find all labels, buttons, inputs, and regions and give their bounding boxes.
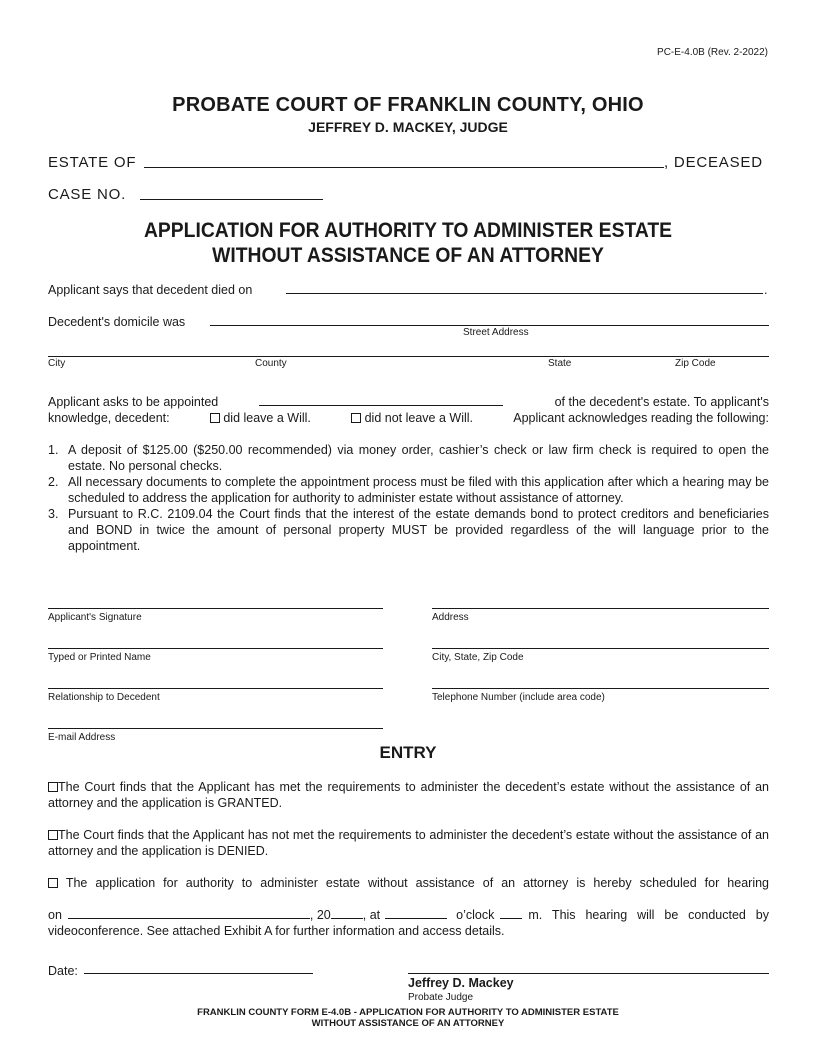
- footer-line1: FRANKLIN COUNTY FORM E-4.0B - APPLICATION FOR AUTHORITY TO ADMINISTER ESTATE: [197, 1007, 619, 1018]
- hearing-at-label: , at: [362, 908, 381, 922]
- requirement-text: Pursuant to R.C. 2109.04 the Court finds that the interest of the estate demands bond to protect creditors and beneficiaries and BOND in twice the amount of personal property MUST be provided regardless of the will language prior to the appointment.: [68, 507, 769, 553]
- requirement-item: [48, 506, 769, 554]
- requirement-number: 2.: [48, 475, 59, 489]
- videoconference-text: videoconference. See attached Exhibit A for further information and access details.: [48, 924, 505, 938]
- will-left-label: did leave a Will.: [223, 411, 311, 425]
- applicant-signature-caption: Applicant's Signature: [48, 612, 142, 623]
- hearing-date-field[interactable]: [68, 907, 310, 919]
- requirement-text: All necessary documents to complete the appointment process must be filed with this application after which a hearing may be scheduled to address the application for authority to administer estate without assistance of attorney.: [68, 475, 769, 505]
- entry-heading: ENTRY: [379, 743, 437, 762]
- hearing-oclock-label: o’clock: [456, 908, 495, 922]
- footer-line2: WITHOUT ASSISTANCE OF AN ATTORNEY: [311, 1018, 505, 1029]
- requirement-number: 1.: [48, 443, 59, 457]
- will-not-left-checkbox[interactable]: [351, 413, 361, 423]
- denied-checkbox[interactable]: [48, 830, 58, 840]
- applicant-signature-field[interactable]: [48, 608, 383, 609]
- hearing-conducted-text: m. This hearing will be conducted by: [528, 908, 769, 922]
- appointed-field[interactable]: [259, 405, 503, 406]
- denied-text: The Court finds that the Applicant has not met the requirements to administer the decedent’s estate without the assistance of an attorney and the application is DENIED.: [48, 828, 769, 858]
- requirement-item: [48, 442, 769, 474]
- hearing-line: [48, 907, 769, 923]
- knowledge-label: knowledge, decedent:: [48, 411, 170, 425]
- died-on-period: .: [764, 283, 768, 297]
- will-left-checkbox[interactable]: [210, 413, 220, 423]
- hearing-on-label: on: [48, 908, 62, 922]
- zip-caption: Zip Code: [675, 358, 716, 369]
- deceased-label: , DECEASED: [664, 154, 763, 171]
- domicile-label: Decedent's domicile was: [48, 315, 186, 329]
- scheduled-text: The application for authority to administer estate without assistance of an attorney is hereby scheduled for hearing: [65, 876, 770, 890]
- entry-denied: [48, 827, 769, 859]
- city-caption: City: [48, 358, 66, 369]
- footer: [0, 1007, 816, 1029]
- hearing-time-field[interactable]: [385, 907, 447, 919]
- date-field[interactable]: [84, 973, 313, 974]
- estate-of-field[interactable]: [144, 167, 664, 168]
- date-label: Date:: [48, 964, 78, 978]
- case-no-field[interactable]: [140, 199, 323, 200]
- telephone-field[interactable]: [432, 688, 769, 689]
- state-caption: State: [548, 358, 572, 369]
- requirement-item: [48, 474, 769, 506]
- judge-name: JEFFREY D. MACKEY, JUDGE: [308, 119, 508, 135]
- city-county-state-zip-field[interactable]: [48, 356, 769, 357]
- requirement-text: A deposit of $125.00 ($250.00 recommended) via money order, cashier’s check or law firm check is required to open the estate. No personal checks.: [68, 443, 769, 473]
- city-state-zip-field[interactable]: [432, 648, 769, 649]
- will-not-left-option[interactable]: [351, 410, 473, 426]
- scheduled-checkbox[interactable]: [48, 878, 58, 888]
- entry-granted: [48, 779, 769, 811]
- requirement-number: 3.: [48, 507, 59, 521]
- acknowledge-text: Applicant acknowledges reading the following:: [513, 411, 769, 425]
- email-caption: E-mail Address: [48, 732, 116, 743]
- will-not-left-label: did not leave a Will.: [364, 411, 473, 425]
- judge-signature-field[interactable]: [408, 973, 769, 974]
- address-field[interactable]: [432, 608, 769, 609]
- hearing-year-prefix: , 20: [309, 908, 331, 922]
- county-caption: County: [255, 358, 287, 369]
- relationship-field[interactable]: [48, 688, 383, 689]
- case-no-label: CASE NO.: [48, 186, 127, 203]
- street-address-caption: Street Address: [463, 327, 529, 338]
- relationship-caption: Relationship to Decedent: [48, 692, 160, 703]
- died-on-label: Applicant says that decedent died on: [48, 283, 253, 297]
- form-title-line2: WITHOUT ASSISTANCE OF AN ATTORNEY: [212, 244, 604, 267]
- address-caption: Address: [432, 612, 469, 623]
- granted-checkbox[interactable]: [48, 782, 58, 792]
- typed-name-caption: Typed or Printed Name: [48, 652, 151, 663]
- court-name: PROBATE COURT OF FRANKLIN COUNTY, OHIO: [172, 94, 644, 116]
- requirements-list: [48, 442, 769, 554]
- typed-name-field[interactable]: [48, 648, 383, 649]
- telephone-caption: Telephone Number (include area code): [432, 692, 605, 703]
- form-title-line1: APPLICATION FOR AUTHORITY TO ADMINISTER ESTATE: [143, 219, 673, 242]
- died-on-field[interactable]: [286, 293, 763, 294]
- appointed-label: Applicant asks to be appointed: [48, 395, 219, 409]
- judge-signature-name: Jeffrey D. Mackey: [408, 976, 514, 990]
- knowledge-line: [48, 410, 769, 426]
- domicile-street-field[interactable]: [210, 325, 769, 326]
- entry-scheduled: [48, 875, 769, 891]
- city-state-zip-caption: City, State, Zip Code: [432, 652, 524, 663]
- will-left-option[interactable]: [210, 410, 311, 426]
- granted-text: The Court finds that the Applicant has met the requirements to administer the decedent’s estate without the assistance of an attorney and the application is GRANTED.: [48, 780, 769, 810]
- estate-of-label: ESTATE OF: [48, 154, 137, 171]
- hearing-ampm-field[interactable]: [500, 907, 522, 919]
- hearing-year-field[interactable]: [331, 907, 363, 919]
- form-id: PC-E-4.0B (Rev. 2-2022): [657, 47, 768, 58]
- judge-signature-title: Probate Judge: [408, 992, 474, 1003]
- appointed-suffix: of the decedent's estate. To applicant's: [554, 395, 769, 409]
- email-field[interactable]: [48, 728, 383, 729]
